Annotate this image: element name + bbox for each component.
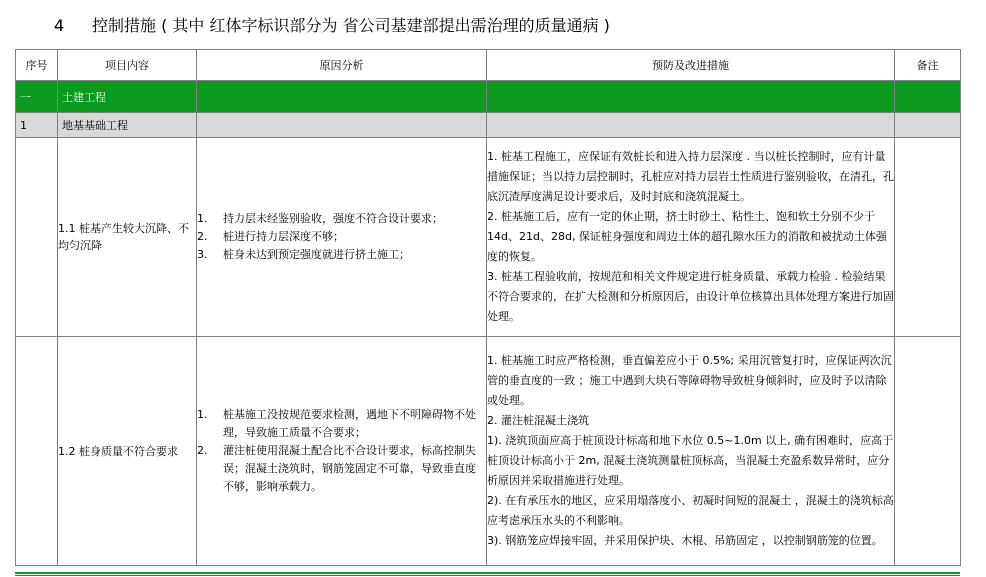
table-row xyxy=(16,337,961,566)
col-header-index: 序号 xyxy=(16,50,58,81)
subcategory-row xyxy=(16,113,961,138)
quality-control-table xyxy=(15,49,961,566)
cause-number: 2. xyxy=(197,444,208,457)
measure-text: 1). 浇筑顶面应高于桩顶设计标高和地下水位 0.5~1.0m 以上, 确有困难时，应高于桩顶设计标高小于 2m, 混凝土浇筑测量桩顶标高，当混凝土充盈系数异常时，应分析原因并采取措施进行处理。 xyxy=(487,434,894,487)
section-number: 4 xyxy=(54,16,65,35)
measure-text: 3). 钢筋笼应焊接牢固，并采用保护块、木棍、吊筋固定 ，以控制钢筋笼的位置。 xyxy=(487,534,883,547)
col-header-item: 项目内容 xyxy=(58,50,197,81)
item-content: 1.2 桩身质量不符合要求 xyxy=(58,337,197,566)
category-row xyxy=(16,81,961,113)
item-content: 1.1 桩基产生较大沉降、不均匀沉降 xyxy=(58,138,197,337)
cause-number: 1. xyxy=(197,212,208,225)
measure-text: 2. 桩基施工后，应有一定的休止期，挤土时砂土、粘性土、饱和软土分别不少于 14d、21d、28d, 保证桩身强度和周边土体的超孔隙水压力的消散和被扰动土体强度的恢复。 xyxy=(487,210,887,263)
footer-divider xyxy=(15,572,960,574)
subcategory-label: 地基基础工程 xyxy=(62,119,128,132)
col-header-remarks: 备注 xyxy=(895,50,961,81)
cause-text: 桩进行持力层深度不够； xyxy=(223,230,344,243)
cause-text: 桩身未达到预定强度就进行挤土施工； xyxy=(223,248,410,261)
measure-text: 2). 在有承压水的地区，应采用塌落度小、初凝时间短的混凝土 ，混凝土的浇筑标高应考虑承压水头的不利影响。 xyxy=(487,494,894,527)
table-row xyxy=(16,138,961,337)
cause-number: 3. xyxy=(197,248,208,261)
measure-text: 1. 桩基施工时应严格检测，垂直偏差应小于 0.5%; 采用沉管复打时，应保证两次沉管的垂直度的一致 ；施工中遇到大块石等障碍物导致桩身倾斜时，应及时予以清除或处理。 xyxy=(487,354,892,407)
cause-text: 灌注桩使用混凝土配合比不合设计要求，标高控制失误；混凝土浇筑时，钢筋笼固定不可靠，导致垂直度不够，影响承载力。 xyxy=(223,444,476,493)
table-header-row xyxy=(16,50,961,81)
cause-number: 2. xyxy=(197,230,208,243)
footer-divider-thin xyxy=(15,575,960,576)
section-title: 控制措施 ( 其中 红体字标识部分为 省公司基建部提出需治理的质量通病 ) xyxy=(92,16,610,35)
remarks-cell xyxy=(895,337,961,566)
measure-text: 2. 灌注桩混凝土浇筑 xyxy=(487,414,589,427)
remarks-cell xyxy=(895,138,961,337)
subcategory-index: 1 xyxy=(20,118,27,132)
cause-number: 1. xyxy=(197,408,208,421)
cause-text: 桩基施工没按规范要求检测，遇地下不明障碍物不处理，导致施工质量不合要求； xyxy=(223,408,476,439)
category-label: 土建工程 xyxy=(62,90,106,104)
measure-text: 1. 桩基工程施工，应保证有效桩长和进入持力层深度 . 当以桩长控制时，应有计量措施保证；当以持力层控制时，孔桩应对持力层岩土性质进行鉴别验收，在清孔，孔底沉渣厚度满足设计要求后，及时封底和浇筑混凝土。 xyxy=(487,150,894,203)
col-header-cause: 原因分析 xyxy=(197,50,487,81)
cause-text: 持力层未经鉴别验收，强度不符合设计要求； xyxy=(223,212,443,225)
cause-analysis xyxy=(197,337,487,566)
col-header-measures: 预防及改进措施 xyxy=(487,50,895,81)
prevention-measures xyxy=(487,138,895,337)
prevention-measures xyxy=(487,337,895,566)
cause-analysis xyxy=(197,138,487,337)
category-index: 一 xyxy=(20,90,31,104)
measure-text: 3. 桩基工程验收前，按规范和相关文件规定进行桩身质量、承载力检验 . 检验结果不符合要求的，在扩大检测和分析原因后，由设计单位核算出具体处理方案进行加固处理。 xyxy=(487,270,894,323)
section-heading xyxy=(54,13,610,36)
